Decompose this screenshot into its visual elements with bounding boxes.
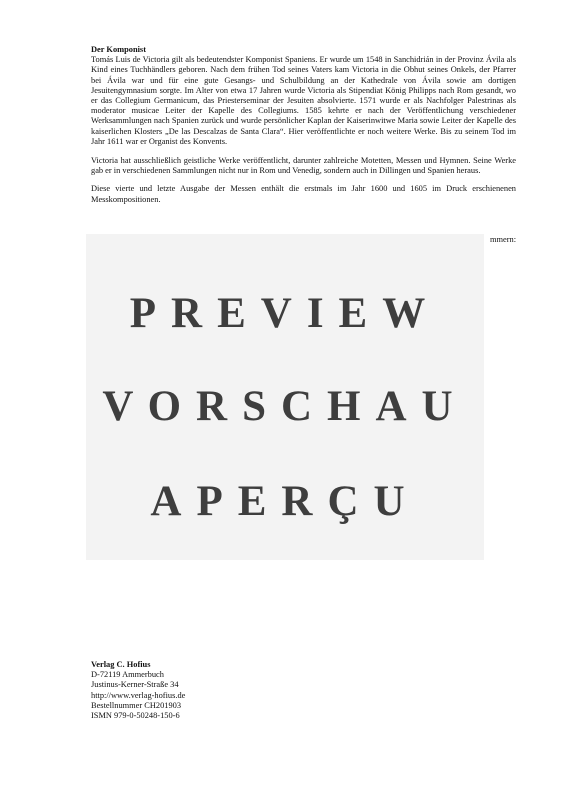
hidden-text-fragment: mmern: [490, 235, 517, 244]
order-number: Bestellnummer CH201903 [91, 700, 182, 710]
ismn-number: ISMN 979-0-50248-150-6 [91, 711, 180, 721]
composer-section [91, 45, 516, 213]
section-heading: Der Komponist [91, 45, 146, 54]
publisher-name: Verlag C. Hofius [91, 660, 151, 669]
publisher-imprint [91, 660, 185, 721]
works-paragraph: Victoria hat ausschließlich geistliche Werke veröffentlicht, darunter zahlreiche Motetten, Messen und Hymnen. Seine Werke gab er in verschiedenen Sammlungen nicht nur in Rom und Venedig, sondern auch in Dillingen und Spanien heraus. [91, 156, 516, 176]
publisher-street-line: Justinus-Kerner-Straße 34 [91, 680, 179, 690]
biography-paragraph: Tomás Luis de Victoria gilt als bedeutendster Komponist Spaniens. Er wurde um 1548 in Sanchidrián in der Provinz Ávila als Kind eines Tuchhändlers geboren. Nach dem frühen Tod seines Vaters kam Victoria in die Obhut seines Onkels, der Pfarrer bei Ávila war und für eine gute Gesangs- und Schulbildung an der Kathedrale von Ávila sowie am dortigen Jesuitengymnasium sorgte. Im Alter von etwa 17 Jahren wurde Victoria als Stipendiat König Philipps nach Rom gesandt, wo er das Collegium Germanicum, das Priesterseminar der Jesuiten absolvierte. 1571 wurde er als Nachfolger Palestrinas als moderator musicae Leiter der Kapelle des Collegiums. 1585 kehrte er nach der Veröffentlichung verschiedener Werksammlungen nach Spanien zurück und wurde persönlicher Kaplan der Kaiserinwitwe Maria sowie Leiter der Kapelle des kaiserlichen Klosters „De las Descalzas de Santa Clara“. Hier veröffentlichte er noch weitere Werke. Bis zu seinem Tod im Jahr 1611 war er Organist des Konvents. [91, 55, 516, 146]
preview-watermark [86, 234, 484, 560]
publisher-website: http://www.verlag-hofius.de [91, 690, 186, 700]
watermark-word-apercu: APERÇU [150, 478, 420, 525]
watermark-word-preview: PREVIEW [129, 290, 441, 337]
edition-paragraph: Diese vierte und letzte Ausgabe der Messen enthält die erstmals im Jahr 1600 und 1605 im Druck erschienenen Messkompositionen. [91, 184, 516, 204]
watermark-word-vorschau: VORSCHAU [102, 383, 468, 430]
publisher-address-line: D-72119 Ammerbuch [91, 670, 164, 680]
